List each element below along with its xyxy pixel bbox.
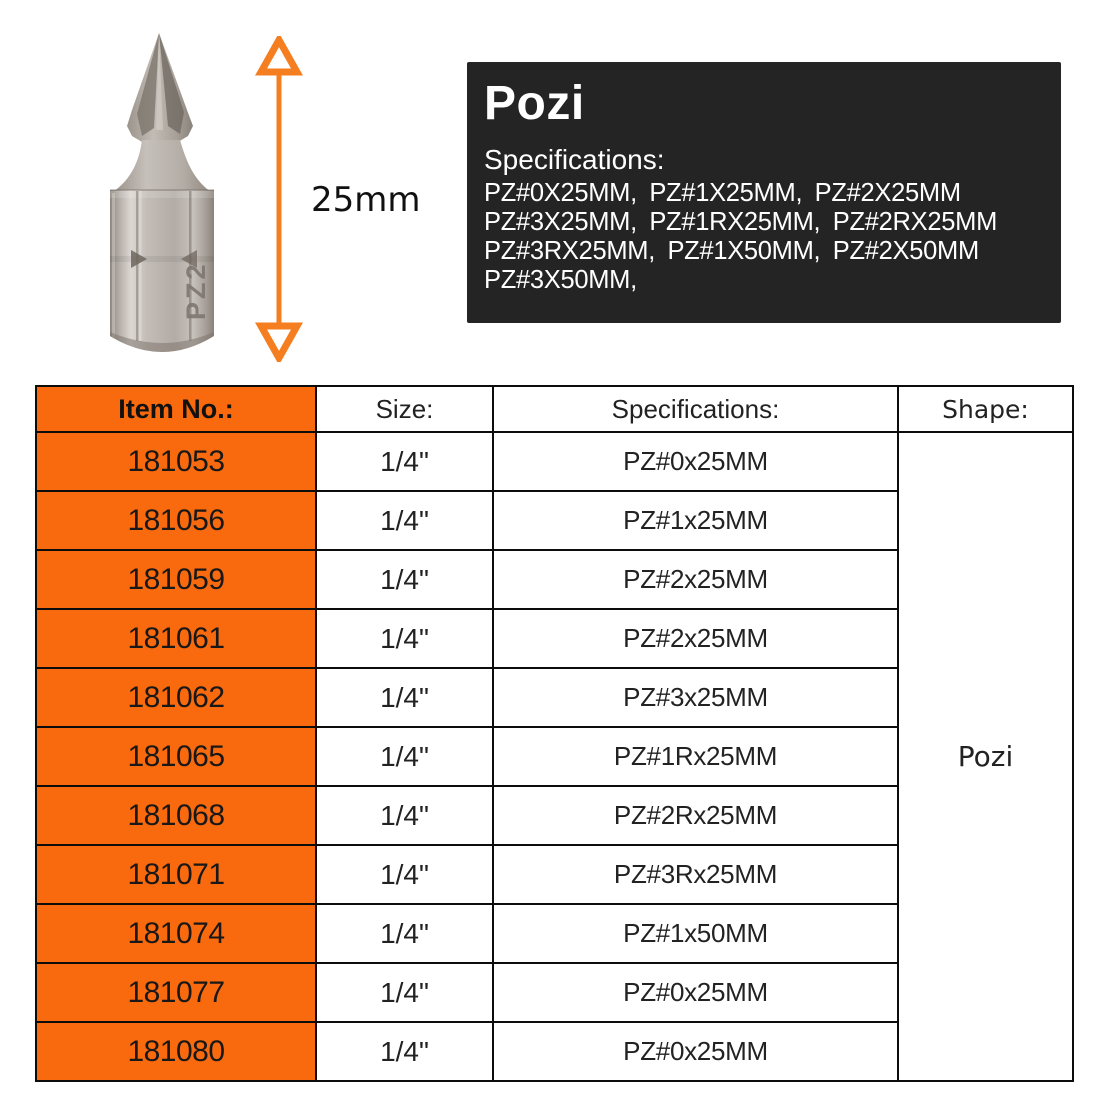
size-cell: 1/4"	[316, 845, 493, 904]
arrowhead-up-icon	[261, 40, 297, 72]
header-item-no: Item No.:	[36, 386, 316, 432]
size-cell: 1/4"	[316, 491, 493, 550]
item-no-cell: 181059	[36, 550, 316, 609]
spec-cell: PZ#2x25MM	[493, 550, 898, 609]
spec-cell: PZ#2Rx25MM	[493, 786, 898, 845]
spec-line: PZ#3X25MM, PZ#1RX25MM, PZ#2RX25MM	[484, 208, 998, 236]
bit-marking-text: PZ2	[181, 261, 211, 320]
item-no-cell: 181080	[36, 1022, 316, 1081]
size-cell: 1/4"	[316, 727, 493, 786]
item-no-cell: 181065	[36, 727, 316, 786]
size-cell: 1/4"	[316, 550, 493, 609]
item-no-cell: 181062	[36, 668, 316, 727]
item-no-cell: 181077	[36, 963, 316, 1022]
size-cell: 1/4"	[316, 668, 493, 727]
spec-line: PZ#3X50MM,	[484, 266, 650, 294]
item-no-cell: 181068	[36, 786, 316, 845]
size-cell: 1/4"	[316, 786, 493, 845]
spec-cell: PZ#3Rx25MM	[493, 845, 898, 904]
size-cell: 1/4"	[316, 609, 493, 668]
spec-cell: PZ#3x25MM	[493, 668, 898, 727]
item-no-cell: 181071	[36, 845, 316, 904]
item-no-cell: 181056	[36, 491, 316, 550]
header-specifications: Specifications:	[493, 386, 898, 432]
size-cell: 1/4"	[316, 432, 493, 491]
spec-cell: PZ#0x25MM	[493, 432, 898, 491]
pozi-bit-image	[92, 28, 237, 360]
item-no-cell: 181061	[36, 609, 316, 668]
size-cell: 1/4"	[316, 1022, 493, 1081]
specifications-heading: Specifications:	[484, 144, 665, 175]
spec-cell: PZ#0x25MM	[493, 1022, 898, 1081]
spec-line: PZ#0X25MM, PZ#1X25MM, PZ#2X25MM	[484, 179, 961, 207]
size-cell: 1/4"	[316, 963, 493, 1022]
header-size: Size:	[316, 386, 493, 432]
spec-cell: PZ#1Rx25MM	[493, 727, 898, 786]
spec-cell: PZ#1x25MM	[493, 491, 898, 550]
size-cell: 1/4"	[316, 904, 493, 963]
shape-cell: Pozi	[898, 432, 1073, 1081]
spec-cell: PZ#2x25MM	[493, 609, 898, 668]
item-no-cell: 181053	[36, 432, 316, 491]
product-table	[35, 385, 1074, 1082]
product-title: Pozi	[484, 77, 585, 130]
table-row	[36, 432, 1073, 491]
item-no-cell: 181074	[36, 904, 316, 963]
header-shape: Shape:	[898, 386, 1073, 432]
spec-cell: PZ#0x25MM	[493, 963, 898, 1022]
dimension-label: 25mm	[311, 180, 421, 220]
info-box	[467, 62, 1061, 323]
spec-line: PZ#3RX25MM, PZ#1X50MM, PZ#2X50MM	[484, 237, 979, 265]
dimension-arrow	[253, 36, 305, 362]
spec-cell: PZ#1x50MM	[493, 904, 898, 963]
arrowhead-down-icon	[261, 326, 297, 358]
table-header-row	[36, 386, 1073, 432]
